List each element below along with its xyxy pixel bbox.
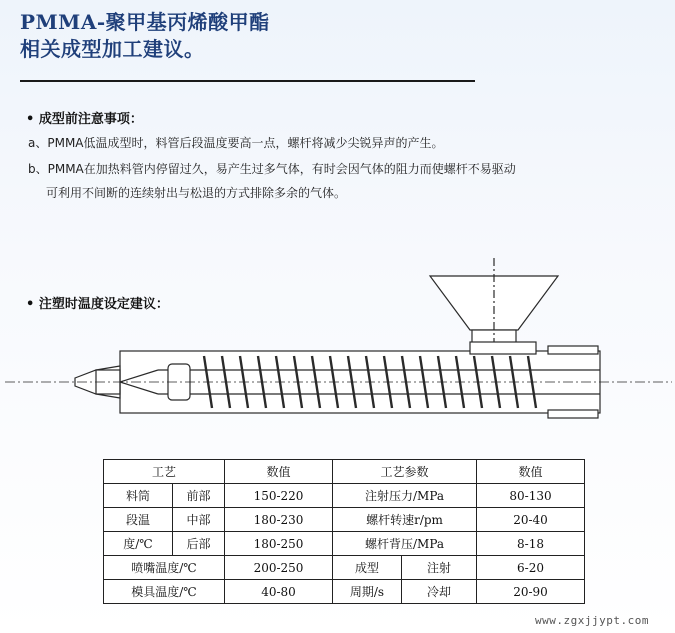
note-a: a、PMMA低温成型时，料管后段温度要高一点，螺杆将减少尖锐异声的产生。 (28, 136, 444, 150)
page-title-line-1: PMMA-聚甲基丙烯酸甲酯 (20, 10, 270, 34)
note-b-line-1: b、PMMA在加热料管内停留过久，易产生过多气体，有时会因气体的阻力而使螺杆不易驱动 (28, 162, 516, 176)
inject-label: 注射 (402, 556, 477, 580)
header-params: 工艺参数 (333, 460, 477, 484)
zone-rear: 后部 (173, 532, 225, 556)
temperature-heading: • 注塑时温度设定建议： (26, 297, 169, 312)
process-parameter-table (103, 459, 585, 604)
table-header-row (104, 460, 585, 484)
zone-middle-value: 180-230 (225, 508, 333, 532)
table-row (104, 532, 585, 556)
barrel-label-1: 料筒 (104, 484, 173, 508)
header-value: 数值 (225, 460, 333, 484)
note-b-line-2: 可利用不间断的连续射出与松退的方式排除多余的气体。 (46, 186, 347, 200)
table-row (104, 580, 585, 604)
back-pressure-value: 8-18 (477, 532, 585, 556)
mold-temp: 模具温度/℃ (104, 580, 225, 604)
header-process: 工艺 (104, 460, 225, 484)
zone-front-value: 150-220 (225, 484, 333, 508)
screw-speed-value: 20-40 (477, 508, 585, 532)
inject-value: 6-20 (477, 556, 585, 580)
cycle-label-1: 成型 (333, 556, 402, 580)
injection-screw-barrel-icon (0, 258, 675, 453)
header-param-value: 数值 (477, 460, 585, 484)
table-row (104, 556, 585, 580)
table-row (104, 484, 585, 508)
zone-rear-value: 180-250 (225, 532, 333, 556)
injection-pressure: 注射压力/MPa (333, 484, 477, 508)
title-divider (20, 80, 475, 82)
cool-value: 20-90 (477, 580, 585, 604)
nozzle-temp-value: 200-250 (225, 556, 333, 580)
cool-label: 冷却 (402, 580, 477, 604)
mold-temp-value: 40-80 (225, 580, 333, 604)
back-pressure: 螺杆背压/MPa (333, 532, 477, 556)
screw-speed: 螺杆转速r/pm (333, 508, 477, 532)
watermark-text: www.zgxjjypt.com (535, 614, 649, 627)
barrel-label-2: 段温 (104, 508, 173, 532)
zone-front: 前部 (173, 484, 225, 508)
barrel-label-3: 度/℃ (104, 532, 173, 556)
injection-pressure-value: 80-130 (477, 484, 585, 508)
cycle-label-2: 周期/s (333, 580, 402, 604)
zone-middle: 中部 (173, 508, 225, 532)
pre-molding-heading: • 成型前注意事项： (26, 112, 143, 127)
table-row (104, 508, 585, 532)
page-title-line-2: 相关成型加工建议。 (20, 37, 205, 61)
nozzle-temp: 喷嘴温度/℃ (104, 556, 225, 580)
